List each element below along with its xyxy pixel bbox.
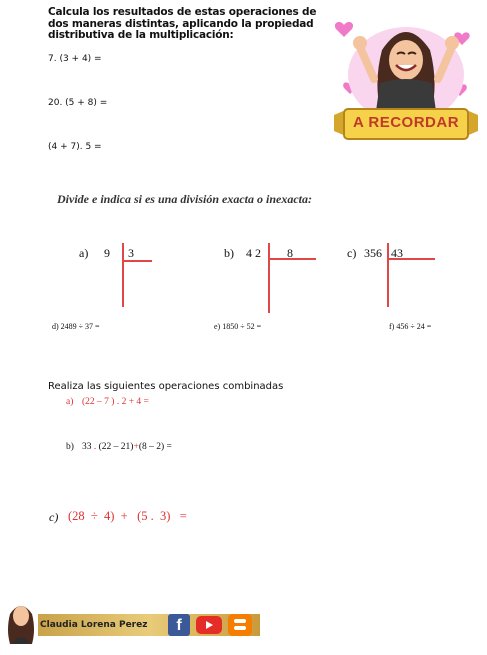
div-a-horizontal — [122, 260, 152, 262]
blogger-icon[interactable] — [228, 614, 252, 636]
div-d: d) 2489 ÷ 37 = — [52, 322, 100, 331]
div-c-divisor: 43 — [391, 246, 403, 260]
op-3: (4 + 7). 5 = — [48, 142, 102, 152]
div-b-divisor: 8 — [287, 246, 293, 260]
div-e: e) 1850 ÷ 52 = — [214, 322, 262, 331]
b-part-5: (8 – 2) = — [138, 442, 172, 452]
div-b-dividend: 4 2 — [246, 246, 261, 260]
combined-b-expr — [82, 442, 172, 452]
blogger-glyph-icon — [228, 614, 252, 636]
divide-title: Divide e indica si es una división exacta o inexacta: — [57, 192, 312, 206]
combined-a-expr: (22 – 7 ) . 2 + 4 = — [82, 397, 149, 407]
combined-c-expr: (28 ÷ 4) + (5 . 3) = — [68, 509, 187, 523]
b-part-2: . — [93, 442, 97, 452]
div-b-vertical — [268, 243, 270, 313]
op-2: 20. (5 + 8) = — [48, 98, 108, 108]
div-c-vertical — [387, 243, 389, 307]
div-b-label: b) — [224, 246, 234, 260]
op-1: 7. (3 + 4) = — [48, 54, 102, 64]
div-c-dividend: 356 — [364, 246, 382, 260]
combined-c-label: c) — [49, 510, 59, 524]
combined-a-label: a) — [66, 397, 74, 407]
author-avatar — [4, 600, 38, 644]
b-part-3: (22 – 21) — [98, 442, 134, 452]
div-f: f) 456 ÷ 24 = — [389, 322, 432, 331]
b-part-1: 33 — [82, 442, 92, 452]
instruction-text: Calcula los resultados de estas operaciones de dos maneras distintas, aplicando la propiedad distributiva de la multiplicación: — [48, 6, 317, 41]
author-name: Claudia Lorena Perez — [40, 620, 148, 630]
div-a-divisor: 3 — [128, 246, 134, 260]
combined-b-label: b) — [66, 442, 74, 452]
recordar-sticker — [330, 5, 482, 150]
avatar-illustration — [4, 600, 38, 644]
div-a-vertical — [122, 243, 124, 307]
badge-label: A RECORDAR — [352, 114, 460, 131]
combined-title: Realiza las siguientes operaciones combinadas — [48, 381, 284, 392]
div-a-dividend: 9 — [104, 246, 110, 260]
youtube-icon[interactable] — [196, 616, 222, 634]
facebook-icon[interactable]: f — [168, 614, 190, 636]
div-a-label: a) — [79, 246, 89, 260]
div-c-label: c) — [347, 246, 357, 260]
b-part-4: + — [133, 442, 139, 452]
youtube-play-icon — [196, 616, 222, 634]
